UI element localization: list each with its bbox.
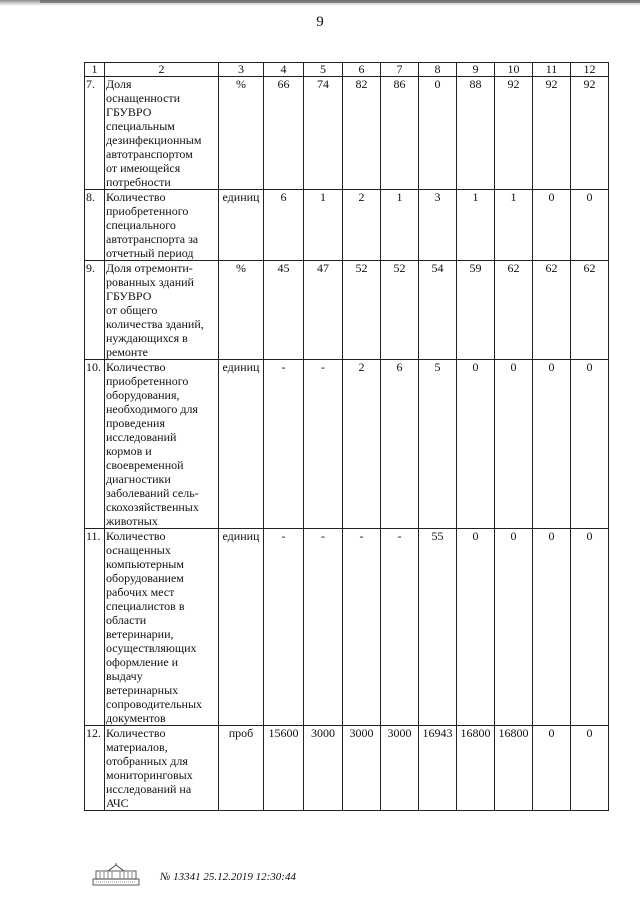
indicator-name-line: оснащенных (106, 543, 171, 557)
value-cell: 86 (381, 77, 419, 190)
value-cell: 92 (533, 77, 571, 190)
value-cell: 5 (419, 360, 457, 529)
value-cell: 3 (419, 190, 457, 261)
indicator-name-line: оборудованием (106, 571, 184, 585)
value-cell: 92 (571, 77, 609, 190)
value-cell: 45 (264, 261, 304, 360)
value-cell: 1 (381, 190, 419, 261)
indicator-name-line: ветеринарных (106, 683, 179, 697)
value-cell: 0 (571, 529, 609, 726)
indicator-name-line: области (106, 613, 147, 627)
value-cell: 6 (381, 360, 419, 529)
indicator-name-line: осуществляющих (106, 641, 197, 655)
unit-cell: единиц (219, 190, 264, 261)
indicator-name-line: специалистов в (106, 599, 185, 613)
indicator-name-line: рованных зданий (106, 275, 194, 289)
indicator-name-line: специальным (106, 119, 175, 133)
value-cell: 66 (264, 77, 304, 190)
header-cell: 7 (381, 63, 419, 77)
indicator-name-line: приобретенного (106, 374, 189, 388)
indicator-name-line: рабочих мест (106, 585, 175, 599)
value-cell: 62 (495, 261, 533, 360)
indicator-name-line: ГБУВРО (106, 105, 152, 119)
unit-cell: единиц (219, 360, 264, 529)
indicator-name-line: Количество (106, 529, 166, 543)
indicator-name-line: ГБУВРО (106, 289, 152, 303)
indicator-name-line: от имеющейся (106, 161, 181, 175)
value-cell: 0 (533, 360, 571, 529)
indicator-name-line: мониторинговых (106, 768, 193, 782)
row-number: 11. (85, 529, 105, 726)
header-cell: 1 (85, 63, 105, 77)
indicator-name-line: нуждающихся в (106, 331, 188, 345)
indicator-name-line: приобретенного (106, 204, 189, 218)
value-cell: - (264, 360, 304, 529)
indicator-name-line: животных (106, 514, 158, 528)
indicator-name-line: отобранных для (106, 754, 188, 768)
indicator-name-line: оснащенности (106, 91, 181, 105)
value-cell: - (343, 529, 381, 726)
indicator-name-line: компьютерным (106, 557, 184, 571)
indicator-name (105, 190, 219, 261)
header-cell: 11 (533, 63, 571, 77)
indicator-name-line: выдачу (106, 669, 143, 683)
table-row (85, 77, 609, 190)
value-cell: - (381, 529, 419, 726)
value-cell: 16800 (457, 726, 495, 811)
header-cell: 4 (264, 63, 304, 77)
row-number: 7. (85, 77, 105, 190)
indicator-name-line: оформление и (106, 655, 179, 669)
value-cell: - (264, 529, 304, 726)
value-cell: 0 (495, 529, 533, 726)
value-cell: 92 (495, 77, 533, 190)
header-cell: 9 (457, 63, 495, 77)
unit-cell: единиц (219, 529, 264, 726)
unit-cell: % (219, 261, 264, 360)
value-cell: 0 (495, 360, 533, 529)
indicator-name-line: сопроводительных (106, 697, 203, 711)
indicator-name-line: Количество (106, 360, 166, 374)
header-cell: 5 (304, 63, 343, 77)
unit-cell: % (219, 77, 264, 190)
value-cell: 1 (457, 190, 495, 261)
value-cell: 1 (495, 190, 533, 261)
footer (92, 862, 392, 888)
indicator-name-line: автотранспорта за (106, 232, 199, 246)
indicator-name-line: ветеринарии, (106, 627, 174, 641)
indicator-name-line: необходимого для (106, 402, 198, 416)
table-row (85, 529, 609, 726)
building-stamp-icon (92, 862, 140, 886)
value-cell: 3000 (343, 726, 381, 811)
indicator-name-line: потребности (106, 175, 171, 189)
value-cell: 0 (533, 190, 571, 261)
value-cell: 0 (533, 726, 571, 811)
table-row (85, 190, 609, 261)
value-cell: 16943 (419, 726, 457, 811)
indicator-name (105, 726, 219, 811)
value-cell: 2 (343, 190, 381, 261)
value-cell: - (304, 529, 343, 726)
value-cell: 0 (533, 529, 571, 726)
indicator-name-line: количества зданий, (106, 317, 204, 331)
header-cell: 6 (343, 63, 381, 77)
value-cell: 52 (381, 261, 419, 360)
value-cell: 0 (457, 360, 495, 529)
header-cell: 3 (219, 63, 264, 77)
indicator-name-line: проведения (106, 416, 165, 430)
row-number: 12. (85, 726, 105, 811)
table-row (85, 261, 609, 360)
value-cell: 15600 (264, 726, 304, 811)
table-header-row (85, 63, 609, 77)
value-cell: 6 (264, 190, 304, 261)
value-cell: 3000 (304, 726, 343, 811)
indicator-name (105, 261, 219, 360)
indicator-name-line: отчетный период (106, 246, 194, 260)
value-cell: 47 (304, 261, 343, 360)
value-cell: 82 (343, 77, 381, 190)
indicator-name-line: материалов, (106, 740, 168, 754)
indicator-name (105, 529, 219, 726)
value-cell: 0 (571, 726, 609, 811)
value-cell: 0 (419, 77, 457, 190)
row-number: 9. (85, 261, 105, 360)
indicator-name-line: кормов и (106, 444, 152, 458)
document-registration-stamp: № 13341 25.12.2019 12:30:44 (160, 871, 296, 883)
value-cell: 54 (419, 261, 457, 360)
value-cell: 62 (571, 261, 609, 360)
value-cell: 0 (571, 190, 609, 261)
indicator-name-line: диагностики (106, 472, 171, 486)
indicator-name-line: Доля (106, 77, 132, 91)
scan-top-shadow (40, 0, 640, 3)
value-cell: 3000 (381, 726, 419, 811)
indicator-name-line: от общего (106, 303, 158, 317)
page-number: 9 (316, 14, 324, 30)
row-number: 10. (85, 360, 105, 529)
header-cell: 12 (571, 63, 609, 77)
header-cell: 10 (495, 63, 533, 77)
indicator-name-line: документов (106, 711, 166, 725)
value-cell: 2 (343, 360, 381, 529)
header-cell: 8 (419, 63, 457, 77)
indicator-name-line: дезинфекционным (106, 133, 202, 147)
indicator-name-line: Доля отремонти- (106, 261, 193, 275)
indicator-name-line: Количество (106, 726, 166, 740)
indicator-name-line: скохозяйственных (106, 500, 199, 514)
table-row (85, 726, 609, 811)
value-cell: 59 (457, 261, 495, 360)
row-number: 8. (85, 190, 105, 261)
table-row (85, 360, 609, 529)
indicator-name-line: своевременной (106, 458, 184, 472)
indicator-name-line: Количество (106, 190, 166, 204)
value-cell: 0 (457, 529, 495, 726)
indicator-name (105, 360, 219, 529)
header-cell: 2 (105, 63, 219, 77)
value-cell: 52 (343, 261, 381, 360)
value-cell: 1 (304, 190, 343, 261)
unit-cell: проб (219, 726, 264, 811)
value-cell: 74 (304, 77, 343, 190)
value-cell: 16800 (495, 726, 533, 811)
indicator-name-line: АЧС (106, 796, 129, 810)
indicator-name (105, 77, 219, 190)
value-cell: - (304, 360, 343, 529)
indicators-table (84, 62, 609, 811)
indicator-name-line: заболеваний сель- (106, 486, 199, 500)
value-cell: 55 (419, 529, 457, 726)
indicator-name-line: оборудования, (106, 388, 180, 402)
indicator-name-line: исследований на (106, 782, 192, 796)
value-cell: 0 (571, 360, 609, 529)
value-cell: 88 (457, 77, 495, 190)
indicator-name-line: специального (106, 218, 176, 232)
indicator-name-line: исследований (106, 430, 177, 444)
indicator-name-line: ремонте (106, 345, 148, 359)
value-cell: 62 (533, 261, 571, 360)
indicator-name-line: автотранспортом (106, 147, 193, 161)
